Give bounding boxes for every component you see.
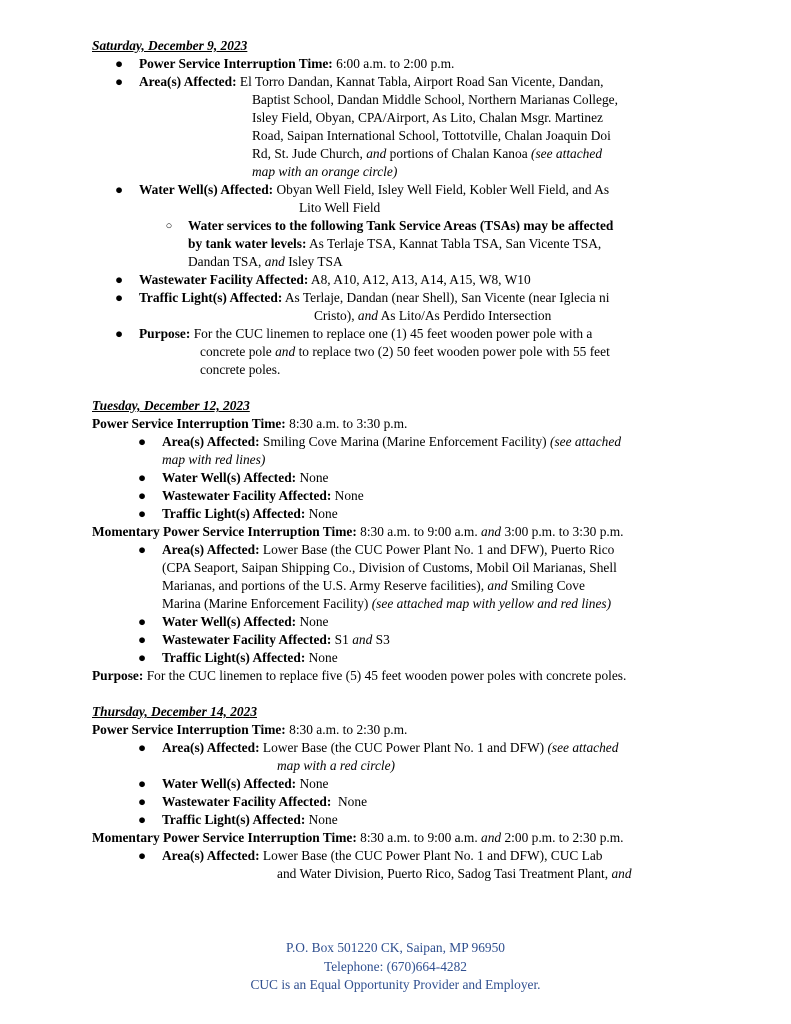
section-date: Tuesday, December 12, 2023: [92, 398, 250, 413]
list-item-purpose: ● Purpose: For the CUC linemen to replace one (1) 45 feet wooden power pole with a concrete pole and to replace two (2) 50 feet wooden power pole with 55 feet concrete poles.: [114, 326, 610, 377]
list-item-traffic-lights: ● Traffic Light(s) Affected: None: [137, 506, 338, 521]
bullet-icon: ●: [114, 56, 124, 71]
list-item-momentary-areas: ● Area(s) Affected: Lower Base (the CUC Power Plant No. 1 and DFW), CUC Lab and Water Division, Puerto Rico, Sadog Tasi Treatment Plant, and: [137, 848, 632, 881]
bullet-icon: ●: [137, 740, 147, 755]
list-item-tank-service-areas: ○ Water services to the following Tank Service Areas (TSAs) may be affected by tank water levels: As Terlaje TSA, Kannat Tabla TSA, San Vicente TSA, Dandan TSA, and Isley TSA: [165, 218, 614, 269]
list-item-momentary-water-wells: ● Water Well(s) Affected: None: [137, 614, 329, 629]
circle-bullet-icon: ○: [165, 220, 173, 232]
bullet-icon: ●: [137, 470, 147, 485]
list-item-power-interruption: ● Power Service Interruption Time: 6:00 a.m. to 2:00 p.m.: [114, 56, 455, 71]
power-interruption-time: Power Service Interruption Time: 8:30 a.m. to 3:30 p.m.: [92, 416, 408, 431]
list-item-areas: ● Area(s) Affected: El Torro Dandan, Kannat Tabla, Airport Road San Vicente, Dandan, Baptist School, Dandan Middle School, Northern Marianas College, Isley Field, Obyan, CPA/Airport, As Lito, Chalan Msgr. Martinez Road, Saipan International School, Tottotville, Chalan Joaquin Doi Rd, St. Jude Church, and portions of Chalan Kanoa (see attached map with an orange circle): [114, 74, 618, 179]
list-item-traffic-lights: ● Traffic Light(s) Affected: As Terlaje, Dandan (near Shell), San Vicente (near Iglecia ni Cristo), and As Lito/As Perdido Intersection: [114, 290, 610, 323]
bullet-icon: ●: [137, 506, 147, 521]
list-item-wastewater: ● Wastewater Facility Affected: A8, A10, A12, A13, A14, A15, W8, W10: [114, 272, 531, 287]
list-item-areas: ● Area(s) Affected: Smiling Cove Marina (Marine Enforcement Facility) (see attached map with red lines): [137, 434, 622, 467]
list-item-momentary-areas: ● Area(s) Affected: Lower Base (the CUC Power Plant No. 1 and DFW), Puerto Rico (CPA Seaport, Saipan Shipping Co., Division of Customs, Mobil Oil Marianas, Shell Marianas, and portions of the U.S. Army Reserve facilities), and Smiling Cove Marina (Marine Enforcement Facility) (see attached map with yellow and red lines): [137, 542, 617, 611]
bullet-icon: ●: [114, 272, 124, 287]
bullet-icon: ●: [137, 542, 147, 557]
momentary-interruption-time: Momentary Power Service Interruption Time: 8:30 a.m. to 9:00 a.m. and 3:00 p.m. to 3:30 p.m.: [92, 524, 624, 539]
bullet-icon: ●: [137, 614, 147, 629]
list-item-momentary-wastewater: ● Wastewater Facility Affected: S1 and S3: [137, 632, 390, 647]
bullet-icon: ●: [137, 848, 147, 863]
bullet-icon: ●: [114, 74, 124, 89]
purpose: Purpose: For the CUC linemen to replace five (5) 45 feet wooden power poles with concrete poles.: [92, 668, 627, 683]
page-footer: [0, 939, 791, 995]
bullet-icon: ●: [114, 182, 124, 197]
section-thursday: [92, 703, 702, 883]
momentary-interruption-time: Momentary Power Service Interruption Time: 8:30 a.m. to 9:00 a.m. and 2:00 p.m. to 2:30 p.m.: [92, 830, 624, 845]
section-saturday: [92, 37, 702, 379]
section-date: Thursday, December 14, 2023: [92, 704, 258, 719]
bullet-icon: ●: [137, 794, 147, 809]
section-tuesday: [92, 397, 702, 685]
footer-address: P.O. Box 501220 CK, Saipan, MP 96950: [286, 940, 505, 955]
list-item-water-wells: ● Water Well(s) Affected: Obyan Well Field, Isley Well Field, Kobler Well Field, and As Lito Well Field: [114, 182, 610, 215]
power-interruption-time: Power Service Interruption Time: 8:30 a.m. to 2:30 p.m.: [92, 722, 408, 737]
bullet-icon: ●: [137, 632, 147, 647]
bullet-icon: ●: [137, 434, 147, 449]
footer-statement: CUC is an Equal Opportunity Provider and Employer.: [250, 977, 541, 992]
bullet-icon: ●: [137, 812, 147, 827]
list-item-wastewater: ● Wastewater Facility Affected: None: [137, 794, 368, 809]
list-item-areas: ● Area(s) Affected: Lower Base (the CUC Power Plant No. 1 and DFW) (see attached map with a red circle): [137, 740, 619, 773]
bullet-icon: ●: [114, 326, 124, 341]
list-item-traffic-lights: ● Traffic Light(s) Affected: None: [137, 812, 338, 827]
bullet-icon: ●: [114, 290, 124, 305]
bullet-icon: ●: [137, 776, 147, 791]
section-date: Saturday, December 9, 2023: [92, 38, 248, 53]
bullet-icon: ●: [137, 488, 147, 503]
list-item-water-wells: ● Water Well(s) Affected: None: [137, 470, 329, 485]
bullet-icon: ●: [137, 650, 147, 665]
footer-telephone: Telephone: (670)664-4282: [324, 958, 467, 974]
list-item-water-wells: ● Water Well(s) Affected: None: [137, 776, 329, 791]
list-item-momentary-traffic-lights: ● Traffic Light(s) Affected: None: [137, 650, 338, 665]
list-item-wastewater: ● Wastewater Facility Affected: None: [137, 488, 364, 503]
document-page: [92, 37, 702, 883]
